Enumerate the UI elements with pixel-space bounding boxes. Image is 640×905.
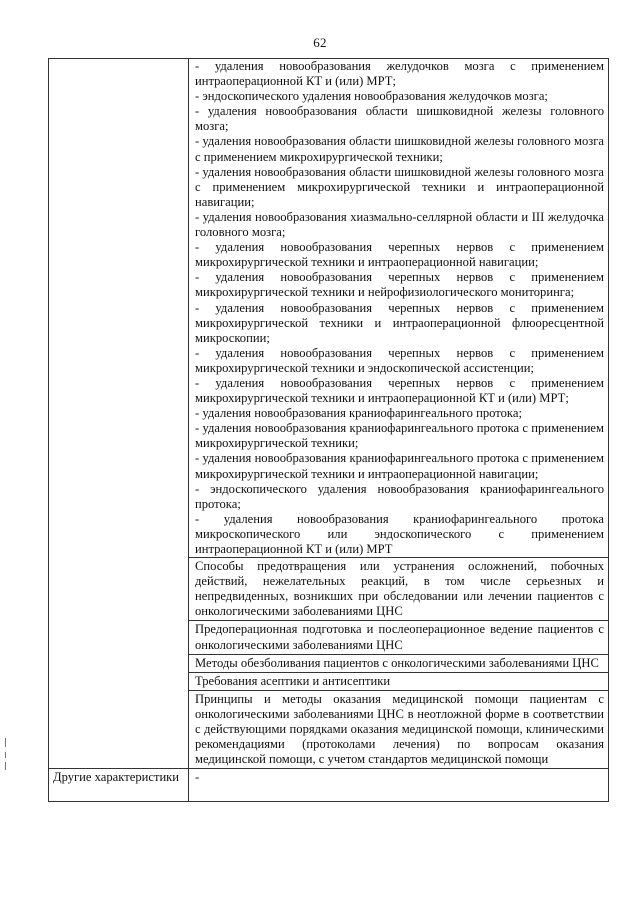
other-characteristics-value: -: [189, 769, 609, 802]
list-item: - удаления новообразования краниофарингеального протока с применением микрохирургической техники;: [195, 421, 604, 451]
table-row: [49, 769, 609, 802]
surgical-methods-list: [189, 59, 609, 558]
perioperative-care-cell: Предоперационная подготовка и послеоперационное ведение пациентов с онкологическими заболеваниями ЦНС: [189, 621, 609, 654]
list-item: - удаления новообразования краниофарингеального протока;: [195, 406, 522, 421]
list-item: - удаления новообразования области шишковидной железы головного мозга с применением микрохирургической техники и интраоперационной навигации;: [195, 164, 604, 209]
list-item: - удаления новообразования краниофарингеального протока с применением микрохирургической техники и интраоперационной навигации;: [195, 451, 604, 481]
list-item: - удаления новообразования краниофарингеального протока микроскопического или эндоскопического с применением интраоперационной КТ и (или) МРТ: [195, 511, 604, 556]
asepsis-cell: Требования асептики и антисептики: [189, 672, 609, 690]
other-characteristics-label: Другие характеристики: [49, 769, 189, 802]
empty-label-cell: [49, 59, 189, 769]
list-item: - удаления новообразования области шишковидной железы головного мозга;: [195, 104, 604, 134]
complications-cell: Способы предотвращения или устранения осложнений, побочных действий, нежелательных реакций, в том числе серьезных и непредвиденных, возникших при обследовании или лечении пациентов с онкологическими заболеваниями ЦНС: [189, 558, 609, 621]
scan-artifact-line: [5, 738, 6, 747]
list-item: - удаления новообразования хиазмально-селлярной области и III желудочка головного мозга;: [195, 209, 604, 240]
table-row: [49, 59, 609, 558]
emergency-care-cell: Принципы и методы оказания медицинской помощи пациентам с онкологическими заболеваниями ЦНС в неотложной форме в соответствии с действующими порядками оказания медицинской помощи, клиническими рекомендациями (протоколами лечения) по вопросам оказания медицинской помощи, с учетом стандартов медицинской помощи: [189, 690, 609, 768]
list-item: - эндоскопического удаления новообразования желудочков мозга;: [195, 89, 548, 104]
list-item: - удаления новообразования черепных нервов с применением микрохирургической техники и интраоперационной навигации;: [195, 240, 604, 270]
list-item: - удаления новообразования черепных нервов с применением микрохирургической техники и интраоперационной флюоресцентной микроскопии;: [195, 300, 604, 345]
anesthesia-methods-cell: Методы обезболивания пациентов с онкологическими заболеваниями ЦНС: [189, 654, 609, 672]
list-item: - удаления новообразования черепных нервов с применением микрохирургической техники и интраоперационной КТ и (или) МРТ;: [195, 375, 604, 406]
requirements-table: [48, 58, 609, 802]
list-item: - удаления новообразования черепных нервов с применением микрохирургической техники и нейрофизиологического мониторинга;: [195, 270, 604, 300]
scan-artifact-line: [5, 752, 6, 758]
list-item: - эндоскопического удаления новообразования краниофарингеального протока;: [195, 481, 604, 511]
list-item: - удаления новообразования области шишковидной железы головного мозга с применением микрохирургической техники;: [195, 134, 604, 164]
list-item: - удаления новообразования желудочков мозга с применением интраоперационной КТ и (или) МРТ;: [195, 59, 604, 89]
list-item: - удаления новообразования черепных нервов с применением микрохирургической техники и эндоскопической ассистенции;: [195, 345, 604, 375]
page-number: 62: [313, 35, 327, 50]
scan-artifact-line: [5, 762, 6, 770]
